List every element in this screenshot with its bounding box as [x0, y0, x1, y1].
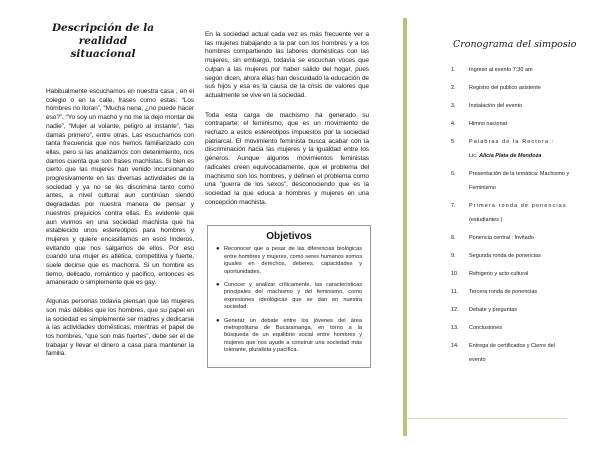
schedule-text-line2: (estudiantes ): [469, 217, 503, 223]
schedule-text: Segunda ronda de ponencias: [469, 253, 541, 259]
schedule-list: [451, 67, 591, 364]
context-paragraph-2: Toda esta carga de machismo ha generado su contraparte: el feminismo, que es un movimiento de rechazo a estos estereotipos impuestos por la sociedad patriarcal. El movimiento feminista busca acabar con la discriminación hacia las mujeres y la igualdad entre los géneros. Aunque algunos movimientos feministas radicales creen equivocadamente, que el problema del machismo son los hombres, y definen el problema como una “guerra de los sexos”, desconociendo que es la sociedad la que educa a hombres y mujeres en una concepción machista.: [205, 111, 369, 206]
schedule-item: [451, 121, 591, 128]
schedule-number: 10.: [451, 271, 459, 277]
schedule-item: [451, 103, 591, 110]
schedule-number: 9.: [451, 253, 456, 259]
schedule-text-line1: Entrega de certificados y Cierre del: [469, 343, 555, 349]
schedule-number: 4.: [451, 121, 456, 127]
schedule-number: 7.: [451, 203, 456, 209]
schedule-item: [451, 139, 591, 160]
schedule-text: [469, 139, 591, 160]
bullet-icon: ●: [216, 281, 220, 288]
schedule-text-line1: Palabras de la Rectora :: [469, 139, 555, 145]
schedule-number: 2.: [451, 85, 456, 91]
schedule-text-line1: Primera ronda de ponencias: [469, 203, 567, 209]
schedule-text: Refrigerio y acto cultural: [469, 271, 529, 277]
schedule-text: Registro del publico asistente: [469, 85, 541, 91]
schedule-text-line1: Presentación de la temática: Machismo y: [469, 171, 570, 177]
schedule-number: 12.: [451, 307, 459, 313]
context-column: [205, 0, 369, 368]
schedule-item: [451, 289, 591, 296]
schedule-text-line2: Feminismo: [469, 185, 496, 191]
schedule-item: [451, 271, 591, 278]
schedule-text: [469, 171, 591, 192]
objective-text: Reconocer que a pesar de las diferencias biológicas entre hombres y mujeres, como seres humanos somos iguales en derechos, deberes, capacidades y oportunidades.: [224, 246, 362, 275]
schedule-item: [451, 203, 591, 224]
schedule-item: [451, 343, 591, 364]
description-title: Descripción de la realidad situacional: [51, 22, 155, 60]
bullet-icon: ●: [216, 246, 220, 253]
objective-text: Generar un debate entre los jóvenes del área metropolitana de Bucaramanga, en torno a la búsqueda de un equilibrio social entre hombres y mujeres que nos ayude a construir una sociedad más tolerante, pluralista y pacífica.: [224, 317, 362, 354]
description-paragraph-2: Algunas personas todavía piensan que las mujeres son más débiles que los hombres, que su papel en la sociedad es simplemente ser madres y dedicarse a las actividades domésticas, mientras el papel de los hombres, “que son más fuertes”, debe ser el de trabajar y llevar el dinero a casa para mantener la familia.: [46, 298, 194, 358]
schedule-text: Tercera ronda de ponencias: [469, 289, 538, 295]
divider-line: [407, 418, 567, 419]
bullet-icon: ●: [216, 317, 220, 324]
objective-item: [216, 246, 362, 276]
objectives-box: [207, 225, 371, 367]
schedule-text: Ponencia central : Invitado: [469, 235, 534, 241]
schedule-number: 11.: [451, 289, 459, 295]
schedule-title: Cronograma del simposio: [453, 39, 577, 50]
schedule-text: [469, 343, 591, 364]
schedule-text: Instalación del evento: [469, 103, 523, 109]
schedule-number: 13.: [451, 325, 459, 331]
objective-item: [216, 282, 362, 312]
schedule-item: [451, 85, 591, 92]
schedule-text: Debate y preguntas: [469, 307, 518, 313]
rector-name: Alicia Plata de Mendoza: [479, 153, 542, 159]
schedule-column: [405, 0, 600, 364]
schedule-item: [451, 253, 591, 260]
description-paragraph-1: Habitualmente escuchamos en nuestra casa , en el colegio o en la calle, frases como estas: “Los hombres no lloran”, “Mucha nena, ¿no puede hacer eso?”, “Yo soy un macho y no me la dejo montar de nadie”, “Mujer al volante, peligro al instante”, “las damas primero”, entre otras. Las escuchamos con tanta frecuencia que nos hemos familiarizado con ellas, pero si las analizamos con detenimiento, nos damos cuenta que son frases machistas. Si bien es cierto que las mujeres han venido incursionando progresivamente en las diversas actividades de la sociedad y ya no se les discrimina tanto como antes, a nivel cultural aun continúan siendo degradadas por nuestra manera de pensar y nuestros prejuicios contra ellas. Es evidente que aun vivimos en una sociedad machista que ha establecido unos estereotipos para hombres y mujeres y quiere encasillarnos en esos linderos, evitando que nos salgamos de ellos. Por eso cuando una mujer es atlética, competitiva y fuerte, suele decirse que es machorra. Si un hombre es tierno, delicado, romántico y pacífico, entonces es amanerado o simplemente que es gay.: [46, 88, 194, 287]
objective-text: Conocer y analizar críticamente, las características principales del machismo y del feminismo, como expresiones ideológicas que se dan en nuestra sociedad.: [224, 281, 362, 311]
schedule-text: Himno nacional: [469, 121, 507, 127]
schedule-item: [451, 307, 591, 314]
schedule-number: 8.: [451, 235, 456, 241]
schedule-item: [451, 325, 591, 332]
schedule-item: [451, 235, 591, 242]
schedule-text-line2: evento: [469, 357, 486, 363]
schedule-number: 5.: [451, 139, 456, 145]
title-prefix: Lic.: [469, 153, 480, 159]
description-column: [46, 0, 194, 359]
schedule-text: Ingreso al evento 7:30 am: [469, 67, 533, 73]
schedule-item: [451, 171, 591, 192]
objective-item: [216, 318, 362, 355]
schedule-number: 3.: [451, 103, 456, 109]
schedule-text: Conclusiones: [469, 325, 503, 331]
schedule-item: [451, 67, 591, 74]
schedule-number: 6.: [451, 171, 456, 177]
context-paragraph-1: En la sociedad actual cada vez es más frecuente ver a las mujeres trabajando a la par con los hombres y a los hombres compartiendo las labores domésticas con las mujeres, sin embargo, todavía se escuchan voces que culpan a las mujeres por haber salido del hogar, pues según dicen, ahora ellas han descuidado la educación de sus hijos y esa es la causa de la crisis de valores que actualmente se vive en la sociedad.: [205, 31, 369, 99]
schedule-number: 14.: [451, 343, 459, 349]
objectives-title: Objetivos: [266, 231, 312, 243]
schedule-text: [469, 203, 591, 224]
schedule-number: 1.: [451, 67, 456, 73]
